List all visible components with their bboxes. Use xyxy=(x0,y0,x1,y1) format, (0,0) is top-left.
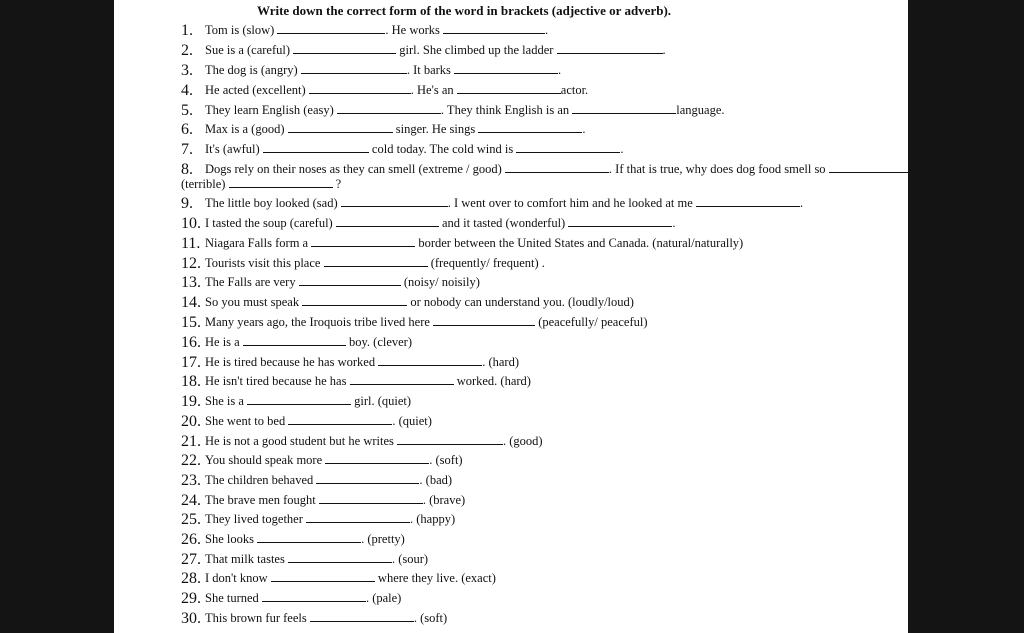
item-text: . (happy) xyxy=(410,512,456,526)
exercise-item xyxy=(181,413,432,430)
item-text: . I went over to comfort him and he looked at me xyxy=(447,196,693,210)
item-text: . xyxy=(672,216,676,230)
item-text: They lived together xyxy=(205,512,307,526)
exercise-item-continuation xyxy=(181,176,341,192)
item-number: 28. xyxy=(181,570,201,587)
item-text: boy. (clever) xyxy=(345,335,413,349)
item-text: He is a xyxy=(205,335,243,349)
exercise-item xyxy=(181,511,455,528)
item-text: (terrible) xyxy=(181,177,229,191)
item-text: . (soft) xyxy=(413,611,448,625)
answer-blank[interactable] xyxy=(306,511,410,523)
item-number: 12. xyxy=(181,255,201,272)
item-text: border between the United States and Canada. (natural/naturally) xyxy=(415,236,744,250)
item-text: . xyxy=(582,122,586,136)
item-text: She turned xyxy=(205,591,262,605)
answer-blank[interactable] xyxy=(829,161,908,173)
item-number: 26. xyxy=(181,531,201,548)
exercise-item xyxy=(181,354,519,371)
document-page xyxy=(114,0,908,633)
answer-blank[interactable] xyxy=(568,215,672,227)
exercise-item xyxy=(181,82,588,99)
item-text: . (pretty) xyxy=(361,532,405,546)
item-text: . (bad) xyxy=(419,473,453,487)
item-text: . xyxy=(662,43,666,57)
exercise-item xyxy=(181,452,463,469)
exercise-item xyxy=(181,393,411,410)
exercise-item xyxy=(181,102,725,119)
answer-blank[interactable] xyxy=(310,610,414,622)
answer-blank[interactable] xyxy=(324,255,428,267)
item-text: (noisy/ noisily) xyxy=(400,275,480,289)
item-text: They learn English (easy) xyxy=(205,103,337,117)
answer-blank[interactable] xyxy=(262,590,366,602)
answer-blank[interactable] xyxy=(247,393,351,405)
answer-blank[interactable] xyxy=(288,413,392,425)
answer-blank[interactable] xyxy=(319,492,423,504)
item-text: He acted (excellent) xyxy=(205,83,309,97)
exercise-item xyxy=(181,492,465,509)
item-number: 30. xyxy=(181,610,201,627)
item-text: You should speak more xyxy=(205,453,326,467)
answer-blank[interactable] xyxy=(454,62,558,74)
item-text: . (good) xyxy=(503,434,543,448)
answer-blank[interactable] xyxy=(397,433,503,445)
exercise-item xyxy=(181,373,531,390)
item-text: . (hard) xyxy=(482,355,519,369)
answer-blank[interactable] xyxy=(257,531,361,543)
item-number: 1. xyxy=(181,22,193,39)
exercise-item xyxy=(181,255,545,272)
exercise-item xyxy=(181,42,666,59)
item-text: Dogs rely on their noses as they can smell (extreme / good) xyxy=(205,162,505,176)
item-text: . (brave) xyxy=(422,493,466,507)
item-text: (peacefully/ peaceful) xyxy=(535,315,648,329)
item-text: The little boy looked (sad) xyxy=(205,196,341,210)
exercise-item xyxy=(181,531,405,548)
item-text: and it tasted (wonderful) xyxy=(438,216,566,230)
exercise-item xyxy=(181,570,496,587)
item-number: 15. xyxy=(181,314,201,331)
answer-blank[interactable] xyxy=(229,176,333,188)
exercise-item xyxy=(181,235,743,252)
item-text: Niagara Falls form a xyxy=(205,236,312,250)
item-text: Many years ago, the Iroquois tribe lived here xyxy=(205,315,434,329)
answer-blank[interactable] xyxy=(378,354,482,366)
answer-blank[interactable] xyxy=(293,42,396,54)
item-number: 7. xyxy=(181,141,193,158)
item-text: . He's an xyxy=(410,83,454,97)
item-text: . (quiet) xyxy=(392,414,432,428)
item-text: She looks xyxy=(205,532,258,546)
exercise-item xyxy=(181,314,648,331)
item-text: This brown fur feels xyxy=(205,611,310,625)
exercise-item xyxy=(181,22,548,39)
item-text: worked. (hard) xyxy=(453,374,531,388)
item-text: . (pale) xyxy=(365,591,402,605)
item-text: Sue is a (careful) xyxy=(205,43,294,57)
answer-blank[interactable] xyxy=(299,274,401,286)
item-text: ? xyxy=(332,177,342,191)
item-text: Tourists visit this place xyxy=(205,256,324,270)
item-text: . (sour) xyxy=(391,552,429,566)
answer-blank[interactable] xyxy=(350,373,454,385)
item-number: 6. xyxy=(181,121,193,138)
exercise-item xyxy=(181,433,543,450)
answer-blank[interactable] xyxy=(572,102,676,114)
item-text: So you must speak xyxy=(205,295,303,309)
exercise-item xyxy=(181,62,561,79)
item-number: 4. xyxy=(181,82,193,99)
item-text: (frequently/ frequent) . xyxy=(427,256,545,270)
exercise-item xyxy=(181,215,675,232)
item-text: The children behaved xyxy=(205,473,317,487)
item-text: She went to bed xyxy=(205,414,289,428)
answer-blank[interactable] xyxy=(478,121,582,133)
item-number: 27. xyxy=(181,551,201,568)
answer-blank[interactable] xyxy=(288,121,393,133)
item-number: 18. xyxy=(181,373,201,390)
item-number: 9. xyxy=(181,195,193,212)
answer-blank[interactable] xyxy=(277,22,385,34)
exercise-item xyxy=(181,121,586,138)
item-number: 13. xyxy=(181,274,201,291)
answer-blank[interactable] xyxy=(316,472,419,484)
item-text: The dog is (angry) xyxy=(205,63,301,77)
item-number: 20. xyxy=(181,413,201,430)
answer-blank[interactable] xyxy=(301,62,407,74)
item-number: 8. xyxy=(181,161,193,178)
answer-blank[interactable] xyxy=(557,42,663,54)
item-text: I tasted the soup (careful) xyxy=(205,216,336,230)
answer-blank[interactable] xyxy=(302,294,407,306)
answer-blank[interactable] xyxy=(516,141,620,153)
item-number: 2. xyxy=(181,42,193,59)
item-text: . xyxy=(558,63,562,77)
item-text: Tom is (slow) xyxy=(205,23,278,37)
item-number: 19. xyxy=(181,393,201,410)
item-text: girl. She climbed up the ladder xyxy=(396,43,554,57)
item-text: . They think English is an xyxy=(440,103,570,117)
exercise-item xyxy=(181,294,634,311)
item-text: I don't know xyxy=(205,571,271,585)
item-number: 22. xyxy=(181,452,201,469)
item-number: 16. xyxy=(181,334,201,351)
answer-blank[interactable] xyxy=(341,195,448,207)
item-text: . If that is true, why does dog food smell so xyxy=(608,162,826,176)
item-number: 17. xyxy=(181,354,201,371)
item-number: 23. xyxy=(181,472,201,489)
item-text: . (soft) xyxy=(429,453,463,467)
item-text: language. xyxy=(676,103,725,117)
item-text: where they live. (exact) xyxy=(374,571,496,585)
exercise-item xyxy=(181,274,480,291)
answer-blank[interactable] xyxy=(288,551,392,563)
item-number: 14. xyxy=(181,294,201,311)
item-text: singer. He sings xyxy=(392,122,476,136)
item-text: . xyxy=(799,196,804,210)
item-text: The Falls are very xyxy=(205,275,299,289)
exercise-item xyxy=(181,472,452,489)
answer-blank[interactable] xyxy=(433,314,535,326)
item-text: . xyxy=(545,23,549,37)
exercise-item xyxy=(181,195,803,212)
answer-blank[interactable] xyxy=(457,82,561,94)
item-number: 21. xyxy=(181,433,201,450)
exercise-item xyxy=(181,610,447,627)
answer-blank[interactable] xyxy=(505,161,609,173)
item-number: 29. xyxy=(181,590,201,607)
item-text: . xyxy=(620,142,624,156)
item-text: cold today. The cold wind is xyxy=(368,142,514,156)
exercise-item xyxy=(181,141,623,158)
item-number: 11. xyxy=(181,235,201,252)
item-number: 5. xyxy=(181,102,193,119)
answer-blank[interactable] xyxy=(336,215,439,227)
item-text: Max is a (good) xyxy=(205,122,288,136)
item-text: . It barks xyxy=(406,63,451,77)
answer-blank[interactable] xyxy=(263,141,369,153)
worksheet-title: Write down the correct form of the word in brackets (adjective or adverb). xyxy=(256,3,672,18)
answer-blank[interactable] xyxy=(696,195,800,207)
item-text: He is tired because he has worked xyxy=(205,355,379,369)
answer-blank[interactable] xyxy=(271,570,375,582)
answer-blank[interactable] xyxy=(243,334,346,346)
item-text: It's (awful) xyxy=(205,142,263,156)
item-text: actor. xyxy=(560,83,589,97)
exercise-item xyxy=(181,590,401,607)
answer-blank[interactable] xyxy=(311,235,415,247)
item-text: . He works xyxy=(385,23,440,37)
item-number: 25. xyxy=(181,511,201,528)
item-number: 24. xyxy=(181,492,201,509)
item-number: 3. xyxy=(181,62,193,79)
item-text: The brave men fought xyxy=(205,493,319,507)
item-text: That milk tastes xyxy=(205,552,288,566)
item-text: He is not a good student but he writes xyxy=(205,434,397,448)
answer-blank[interactable] xyxy=(337,102,441,114)
item-text: He isn't tired because he has xyxy=(205,374,350,388)
exercise-item xyxy=(181,551,428,568)
item-text: girl. (quiet) xyxy=(351,394,412,408)
answer-blank[interactable] xyxy=(325,452,429,464)
item-number: 10. xyxy=(181,215,201,232)
answer-blank[interactable] xyxy=(309,82,411,94)
exercise-item xyxy=(181,334,412,351)
item-text: She is a xyxy=(205,394,248,408)
item-text: or nobody can understand you. (loudly/loud) xyxy=(407,295,634,309)
answer-blank[interactable] xyxy=(443,22,545,34)
